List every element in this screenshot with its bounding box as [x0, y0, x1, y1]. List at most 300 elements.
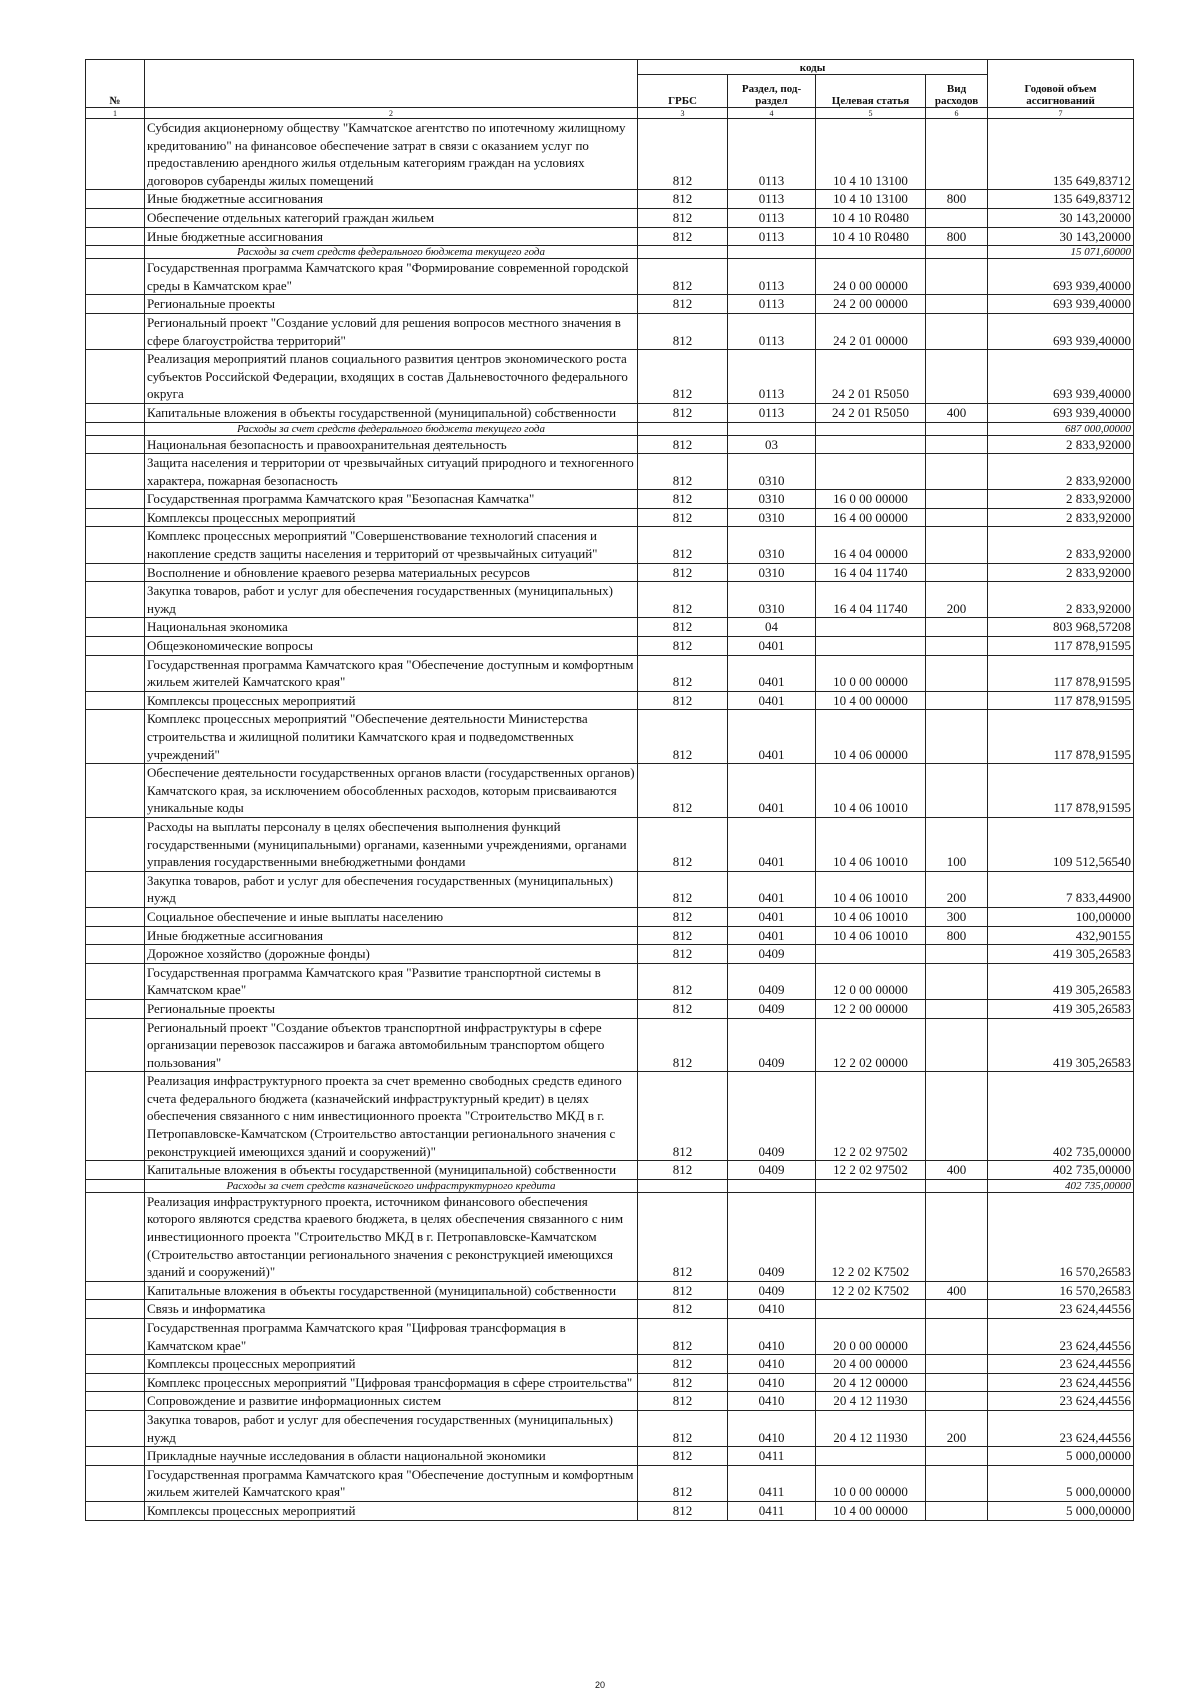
expense-type-code: [926, 1501, 988, 1520]
grbs-code: 812: [638, 563, 728, 582]
section-code: 0113: [728, 259, 816, 295]
item-name: Национальная безопасность и правоохранительная деятельность: [145, 435, 638, 454]
table-row: [86, 1410, 1134, 1446]
annual-amount: 100,00000: [988, 907, 1134, 926]
section-code: 0401: [728, 710, 816, 764]
annual-amount: 30 143,20000: [988, 227, 1134, 246]
grbs-code: 812: [638, 926, 728, 945]
grbs-code: 812: [638, 295, 728, 314]
target-article-code: 10 4 06 10010: [816, 926, 926, 945]
row-number-cell: [86, 1161, 145, 1180]
row-number-cell: [86, 190, 145, 209]
item-name: Иные бюджетные ассигнования: [145, 190, 638, 209]
section-code: 0409: [728, 1072, 816, 1161]
item-name: Капитальные вложения в объекты государственной (муниципальной) собственности: [145, 1281, 638, 1300]
target-article-code: 12 2 00 00000: [816, 999, 926, 1018]
row-number-cell: [86, 208, 145, 227]
section-code: 0409: [728, 1161, 816, 1180]
item-name: Региональный проект "Создание условий для решения вопросов местного значения в сфере благоустройства территорий": [145, 313, 638, 349]
expense-type-code: 200: [926, 1410, 988, 1446]
target-article-code: 20 4 12 00000: [816, 1373, 926, 1392]
item-name: Социальное обеспечение и иные выплаты населению: [145, 907, 638, 926]
row-number-cell: [86, 295, 145, 314]
col-header-num: №: [86, 60, 145, 108]
expense-type-code: [926, 945, 988, 964]
grbs-code: 812: [638, 508, 728, 527]
annual-amount: 693 939,40000: [988, 350, 1134, 404]
table-row: [86, 926, 1134, 945]
item-name: Прикладные научные исследования в области национальной экономики: [145, 1447, 638, 1466]
annual-amount: 7 833,44900: [988, 871, 1134, 907]
item-name: Государственная программа Камчатского края "Обеспечение доступным и комфортным жильем жителей Камчатского края": [145, 1465, 638, 1501]
target-article-code: 12 0 00 00000: [816, 963, 926, 999]
funding-note-row: [86, 246, 1134, 259]
table-row: [86, 1072, 1134, 1161]
col-number: 3: [638, 108, 728, 119]
expense-type-code: [926, 295, 988, 314]
table-row: [86, 1018, 1134, 1072]
row-number-cell: [86, 1447, 145, 1466]
table-row: [86, 907, 1134, 926]
annual-amount: 23 624,44556: [988, 1319, 1134, 1355]
row-number-cell: [86, 817, 145, 871]
section-code: 0411: [728, 1447, 816, 1466]
row-number-cell: [86, 945, 145, 964]
grbs-code: 812: [638, 1319, 728, 1355]
expense-type-code: [926, 259, 988, 295]
section-code: 0409: [728, 1192, 816, 1281]
table-row: [86, 1392, 1134, 1411]
table-row: [86, 227, 1134, 246]
section-code: 0411: [728, 1465, 816, 1501]
col-number: 5: [816, 108, 926, 119]
table-row: [86, 1355, 1134, 1374]
row-number-cell: [86, 1392, 145, 1411]
col-number: 6: [926, 108, 988, 119]
target-article-code: 10 0 00 00000: [816, 655, 926, 691]
expense-type-code: 800: [926, 190, 988, 209]
expense-type-code: [926, 1392, 988, 1411]
item-name: Иные бюджетные ассигнования: [145, 227, 638, 246]
row-number-cell: [86, 422, 145, 435]
annual-amount: 16 570,26583: [988, 1281, 1134, 1300]
item-name: Закупка товаров, работ и услуг для обеспечения государственных (муниципальных) нужд: [145, 582, 638, 618]
table-row: [86, 817, 1134, 871]
row-number-cell: [86, 1018, 145, 1072]
annual-amount: 117 878,91595: [988, 691, 1134, 710]
table-row: [86, 637, 1134, 656]
target-article-code: [816, 435, 926, 454]
item-name: Региональные проекты: [145, 295, 638, 314]
expense-type-code: 800: [926, 227, 988, 246]
budget-table: [85, 59, 1134, 1521]
target-article-code: 10 4 06 10010: [816, 907, 926, 926]
grbs-code: 812: [638, 1161, 728, 1180]
target-article-code: 24 2 01 R5050: [816, 350, 926, 404]
grbs-code: 812: [638, 871, 728, 907]
section-code: 0410: [728, 1392, 816, 1411]
grbs-code: 812: [638, 1465, 728, 1501]
target-article-code: 20 0 00 00000: [816, 1319, 926, 1355]
target-article-code: 10 4 06 10010: [816, 817, 926, 871]
expense-type-code: 100: [926, 817, 988, 871]
table-row: [86, 435, 1134, 454]
section-code: 0113: [728, 350, 816, 404]
annual-amount: 2 833,92000: [988, 454, 1134, 490]
item-name: Иные бюджетные ассигнования: [145, 926, 638, 945]
annual-amount: 2 833,92000: [988, 563, 1134, 582]
section-code: 0113: [728, 313, 816, 349]
section-code: 0409: [728, 1281, 816, 1300]
item-name: Общеэкономические вопросы: [145, 637, 638, 656]
item-name: Комплекс процессных мероприятий "Обеспечение деятельности Министерства строительства и жилищной политики Камчатского края и подведомственных учреждений": [145, 710, 638, 764]
row-number-cell: [86, 582, 145, 618]
row-number-cell: [86, 246, 145, 259]
row-number-cell: [86, 710, 145, 764]
table-row: [86, 313, 1134, 349]
section-code: 0409: [728, 945, 816, 964]
item-name: Защита населения и территории от чрезвычайных ситуаций природного и техногенного характера, пожарная безопасность: [145, 454, 638, 490]
target-article-code: 24 2 00 00000: [816, 295, 926, 314]
grbs-code: 812: [638, 259, 728, 295]
expense-type-code: 400: [926, 1281, 988, 1300]
expense-type-code: [926, 1072, 988, 1161]
item-name: Региональные проекты: [145, 999, 638, 1018]
grbs-code: 812: [638, 527, 728, 563]
annual-amount: 117 878,91595: [988, 764, 1134, 818]
target-article-code: 16 4 00 00000: [816, 508, 926, 527]
col-header-grbs: ГРБС: [638, 75, 728, 108]
item-name: Реализация мероприятий планов социального развития центров экономического роста субъектов Российской Федерации, входящих в состав Дальневосточного федерального округа: [145, 350, 638, 404]
code-cell: [926, 1179, 988, 1192]
grbs-code: 812: [638, 454, 728, 490]
section-code: 0409: [728, 1018, 816, 1072]
grbs-code: 812: [638, 490, 728, 509]
expense-type-code: [926, 119, 988, 190]
expense-type-code: [926, 999, 988, 1018]
note-amount: 15 071,60000: [988, 246, 1134, 259]
expense-type-code: [926, 1355, 988, 1374]
expense-type-code: [926, 710, 988, 764]
row-number-cell: [86, 907, 145, 926]
annual-amount: 16 570,26583: [988, 1192, 1134, 1281]
section-code: 0113: [728, 227, 816, 246]
row-number-cell: [86, 1072, 145, 1161]
grbs-code: 812: [638, 655, 728, 691]
row-number-cell: [86, 1465, 145, 1501]
annual-amount: 117 878,91595: [988, 710, 1134, 764]
col-header-name: [145, 60, 638, 108]
row-number-cell: [86, 259, 145, 295]
row-number-cell: [86, 350, 145, 404]
code-cell: [728, 422, 816, 435]
section-code: 0113: [728, 190, 816, 209]
grbs-code: 812: [638, 227, 728, 246]
section-code: 0310: [728, 508, 816, 527]
section-code: 0409: [728, 999, 816, 1018]
table-row: [86, 1447, 1134, 1466]
note-text: Расходы за счет средств федерального бюджета текущего года: [145, 422, 638, 435]
row-number-cell: [86, 963, 145, 999]
table-row: [86, 527, 1134, 563]
annual-amount: 23 624,44556: [988, 1410, 1134, 1446]
grbs-code: 812: [638, 582, 728, 618]
item-name: Государственная программа Камчатского края "Формирование современной городской среды в Камчатском крае": [145, 259, 638, 295]
section-code: 0310: [728, 527, 816, 563]
annual-amount: 693 939,40000: [988, 313, 1134, 349]
table-row: [86, 618, 1134, 637]
code-cell: [816, 422, 926, 435]
item-name: Восполнение и обновление краевого резерва материальных ресурсов: [145, 563, 638, 582]
item-name: Комплексы процессных мероприятий: [145, 691, 638, 710]
section-code: 0401: [728, 926, 816, 945]
row-number-cell: [86, 1319, 145, 1355]
table-row: [86, 454, 1134, 490]
page-number: 20: [594, 1680, 605, 1690]
table-row: [86, 350, 1134, 404]
col-header-codes: коды: [638, 60, 988, 75]
col-number: 2: [145, 108, 638, 119]
annual-amount: 693 939,40000: [988, 259, 1134, 295]
target-article-code: 20 4 12 11930: [816, 1392, 926, 1411]
row-number-cell: [86, 1410, 145, 1446]
table-row: [86, 403, 1134, 422]
section-code: 0410: [728, 1373, 816, 1392]
table-row: [86, 259, 1134, 295]
table-row: [86, 655, 1134, 691]
table-row: [86, 582, 1134, 618]
section-code: 0410: [728, 1355, 816, 1374]
annual-amount: 117 878,91595: [988, 637, 1134, 656]
expense-type-code: [926, 563, 988, 582]
section-code: 0113: [728, 119, 816, 190]
grbs-code: 812: [638, 313, 728, 349]
row-number-cell: [86, 435, 145, 454]
code-cell: [926, 246, 988, 259]
item-name: Капитальные вложения в объекты государственной (муниципальной) собственности: [145, 403, 638, 422]
code-cell: [816, 246, 926, 259]
annual-amount: 5 000,00000: [988, 1465, 1134, 1501]
expense-type-code: 800: [926, 926, 988, 945]
grbs-code: 812: [638, 1392, 728, 1411]
grbs-code: 812: [638, 817, 728, 871]
grbs-code: 812: [638, 119, 728, 190]
target-article-code: [816, 637, 926, 656]
annual-amount: 23 624,44556: [988, 1392, 1134, 1411]
section-code: 0401: [728, 655, 816, 691]
code-cell: [816, 1179, 926, 1192]
col-number: 1: [86, 108, 145, 119]
row-number-cell: [86, 490, 145, 509]
grbs-code: 812: [638, 764, 728, 818]
target-article-code: 16 0 00 00000: [816, 490, 926, 509]
expense-type-code: [926, 1018, 988, 1072]
annual-amount: 135 649,83712: [988, 190, 1134, 209]
note-text: Расходы за счет средств казначейского инфраструктурного кредита: [145, 1179, 638, 1192]
expense-type-code: [926, 490, 988, 509]
expense-type-code: [926, 1465, 988, 1501]
expense-type-code: [926, 691, 988, 710]
expense-type-code: [926, 618, 988, 637]
item-name: Государственная программа Камчатского края "Цифровая трансформация в Камчатском крае": [145, 1319, 638, 1355]
target-article-code: 10 4 10 13100: [816, 119, 926, 190]
col-header-sum: Годовой объем ассигнований: [988, 60, 1134, 108]
table-body: [86, 119, 1134, 1521]
funding-note-row: [86, 422, 1134, 435]
target-article-code: 20 4 12 11930: [816, 1410, 926, 1446]
grbs-code: 812: [638, 963, 728, 999]
section-code: 0401: [728, 764, 816, 818]
target-article-code: [816, 454, 926, 490]
expense-type-code: [926, 435, 988, 454]
target-article-code: 12 2 02 97502: [816, 1161, 926, 1180]
annual-amount: 2 833,92000: [988, 508, 1134, 527]
row-number-cell: [86, 871, 145, 907]
column-numbers-row: [86, 108, 1134, 119]
section-code: 0411: [728, 1501, 816, 1520]
item-name: Обеспечение деятельности государственных органов власти (государственных органов) Камчатского края, за исключением обособленных расходов, которым присваиваются уникальные коды: [145, 764, 638, 818]
section-code: 0401: [728, 691, 816, 710]
row-number-cell: [86, 227, 145, 246]
row-number-cell: [86, 1373, 145, 1392]
grbs-code: 812: [638, 403, 728, 422]
expense-type-code: 200: [926, 871, 988, 907]
grbs-code: 812: [638, 1410, 728, 1446]
annual-amount: 135 649,83712: [988, 119, 1134, 190]
target-article-code: 12 2 02 97502: [816, 1072, 926, 1161]
table-header: [86, 60, 1134, 119]
annual-amount: 5 000,00000: [988, 1501, 1134, 1520]
expense-type-code: [926, 350, 988, 404]
table-row: [86, 563, 1134, 582]
col-number: 7: [988, 108, 1134, 119]
item-name: Дорожное хозяйство (дорожные фонды): [145, 945, 638, 964]
row-number-cell: [86, 508, 145, 527]
table-row: [86, 1192, 1134, 1281]
section-code: 0410: [728, 1300, 816, 1319]
section-code: 0410: [728, 1410, 816, 1446]
table-row: [86, 691, 1134, 710]
section-code: 03: [728, 435, 816, 454]
target-article-code: 12 2 02 00000: [816, 1018, 926, 1072]
target-article-code: [816, 945, 926, 964]
annual-amount: 109 512,56540: [988, 817, 1134, 871]
annual-amount: 419 305,26583: [988, 945, 1134, 964]
annual-amount: 2 833,92000: [988, 527, 1134, 563]
row-number-cell: [86, 1300, 145, 1319]
grbs-code: 812: [638, 907, 728, 926]
item-name: Капитальные вложения в объекты государственной (муниципальной) собственности: [145, 1161, 638, 1180]
row-number-cell: [86, 1192, 145, 1281]
table-row: [86, 208, 1134, 227]
annual-amount: 693 939,40000: [988, 403, 1134, 422]
expense-type-code: [926, 508, 988, 527]
row-number-cell: [86, 527, 145, 563]
annual-amount: 419 305,26583: [988, 999, 1134, 1018]
col-header-csr: Целевая статья: [816, 75, 926, 108]
table-row: [86, 1465, 1134, 1501]
table-row: [86, 999, 1134, 1018]
annual-amount: 23 624,44556: [988, 1300, 1134, 1319]
code-cell: [728, 246, 816, 259]
target-article-code: 24 0 00 00000: [816, 259, 926, 295]
table-row: [86, 1281, 1134, 1300]
expense-type-code: [926, 313, 988, 349]
col-number: 4: [728, 108, 816, 119]
expense-type-code: [926, 527, 988, 563]
row-number-cell: [86, 926, 145, 945]
section-code: 0401: [728, 817, 816, 871]
expense-type-code: 400: [926, 403, 988, 422]
grbs-code: 812: [638, 190, 728, 209]
section-code: 0310: [728, 563, 816, 582]
row-number-cell: [86, 655, 145, 691]
annual-amount: 30 143,20000: [988, 208, 1134, 227]
item-name: Государственная программа Камчатского края "Развитие транспортной системы в Камчатском крае": [145, 963, 638, 999]
section-code: 0401: [728, 871, 816, 907]
section-code: 0310: [728, 490, 816, 509]
grbs-code: 812: [638, 1501, 728, 1520]
target-article-code: 20 4 00 00000: [816, 1355, 926, 1374]
item-name: Реализация инфраструктурного проекта за счет временно свободных средств единого счета федерального бюджета (казначейский инфраструктурный кредит) в целях обеспечения связанного с ним инвестиционного проекта "Строительство МКД в г. Петропавловске-Камчатском (Строительство автостанции регионального значения с реконструкцией имеющихся зданий и сооружений)": [145, 1072, 638, 1161]
annual-amount: 419 305,26583: [988, 1018, 1134, 1072]
table-row: [86, 963, 1134, 999]
grbs-code: 812: [638, 1447, 728, 1466]
expense-type-code: 400: [926, 1161, 988, 1180]
row-number-cell: [86, 1179, 145, 1192]
grbs-code: 812: [638, 1355, 728, 1374]
annual-amount: 693 939,40000: [988, 295, 1134, 314]
table-row: [86, 1161, 1134, 1180]
item-name: Закупка товаров, работ и услуг для обеспечения государственных (муниципальных) нужд: [145, 1410, 638, 1446]
table-row: [86, 295, 1134, 314]
target-article-code: [816, 1300, 926, 1319]
expense-type-code: 300: [926, 907, 988, 926]
grbs-code: 812: [638, 1018, 728, 1072]
row-number-cell: [86, 403, 145, 422]
row-number-cell: [86, 563, 145, 582]
col-header-razdel: Раздел, под- раздел: [728, 75, 816, 108]
target-article-code: 16 4 04 00000: [816, 527, 926, 563]
annual-amount: 419 305,26583: [988, 963, 1134, 999]
target-article-code: 10 4 06 10010: [816, 764, 926, 818]
target-article-code: 10 0 00 00000: [816, 1465, 926, 1501]
annual-amount: 2 833,92000: [988, 435, 1134, 454]
item-name: Национальная экономика: [145, 618, 638, 637]
code-cell: [638, 246, 728, 259]
row-number-cell: [86, 691, 145, 710]
item-name: Обеспечение отдельных категорий граждан жильем: [145, 208, 638, 227]
expense-type-code: [926, 1447, 988, 1466]
target-article-code: [816, 1447, 926, 1466]
target-article-code: 24 2 01 R5050: [816, 403, 926, 422]
code-cell: [728, 1179, 816, 1192]
expense-type-code: [926, 764, 988, 818]
annual-amount: 432,90155: [988, 926, 1134, 945]
target-article-code: 10 4 10 R0480: [816, 227, 926, 246]
expense-type-code: [926, 963, 988, 999]
item-name: Реализация инфраструктурного проекта, источником финансового обеспечения которого являются средства краевого бюджета, в целях обеспечения связанного с ним инвестиционного проекта "Строительство МКД в г. Петропавловске-Камчатском (Строительство автостанции регионального значения с реконструкцией имеющихся зданий и сооружений)": [145, 1192, 638, 1281]
annual-amount: 2 833,92000: [988, 490, 1134, 509]
table-row: [86, 1501, 1134, 1520]
section-code: 0113: [728, 208, 816, 227]
annual-amount: 117 878,91595: [988, 655, 1134, 691]
table-row: [86, 1319, 1134, 1355]
note-text: Расходы за счет средств федерального бюджета текущего года: [145, 246, 638, 259]
section-code: 0113: [728, 295, 816, 314]
grbs-code: 812: [638, 618, 728, 637]
row-number-cell: [86, 618, 145, 637]
